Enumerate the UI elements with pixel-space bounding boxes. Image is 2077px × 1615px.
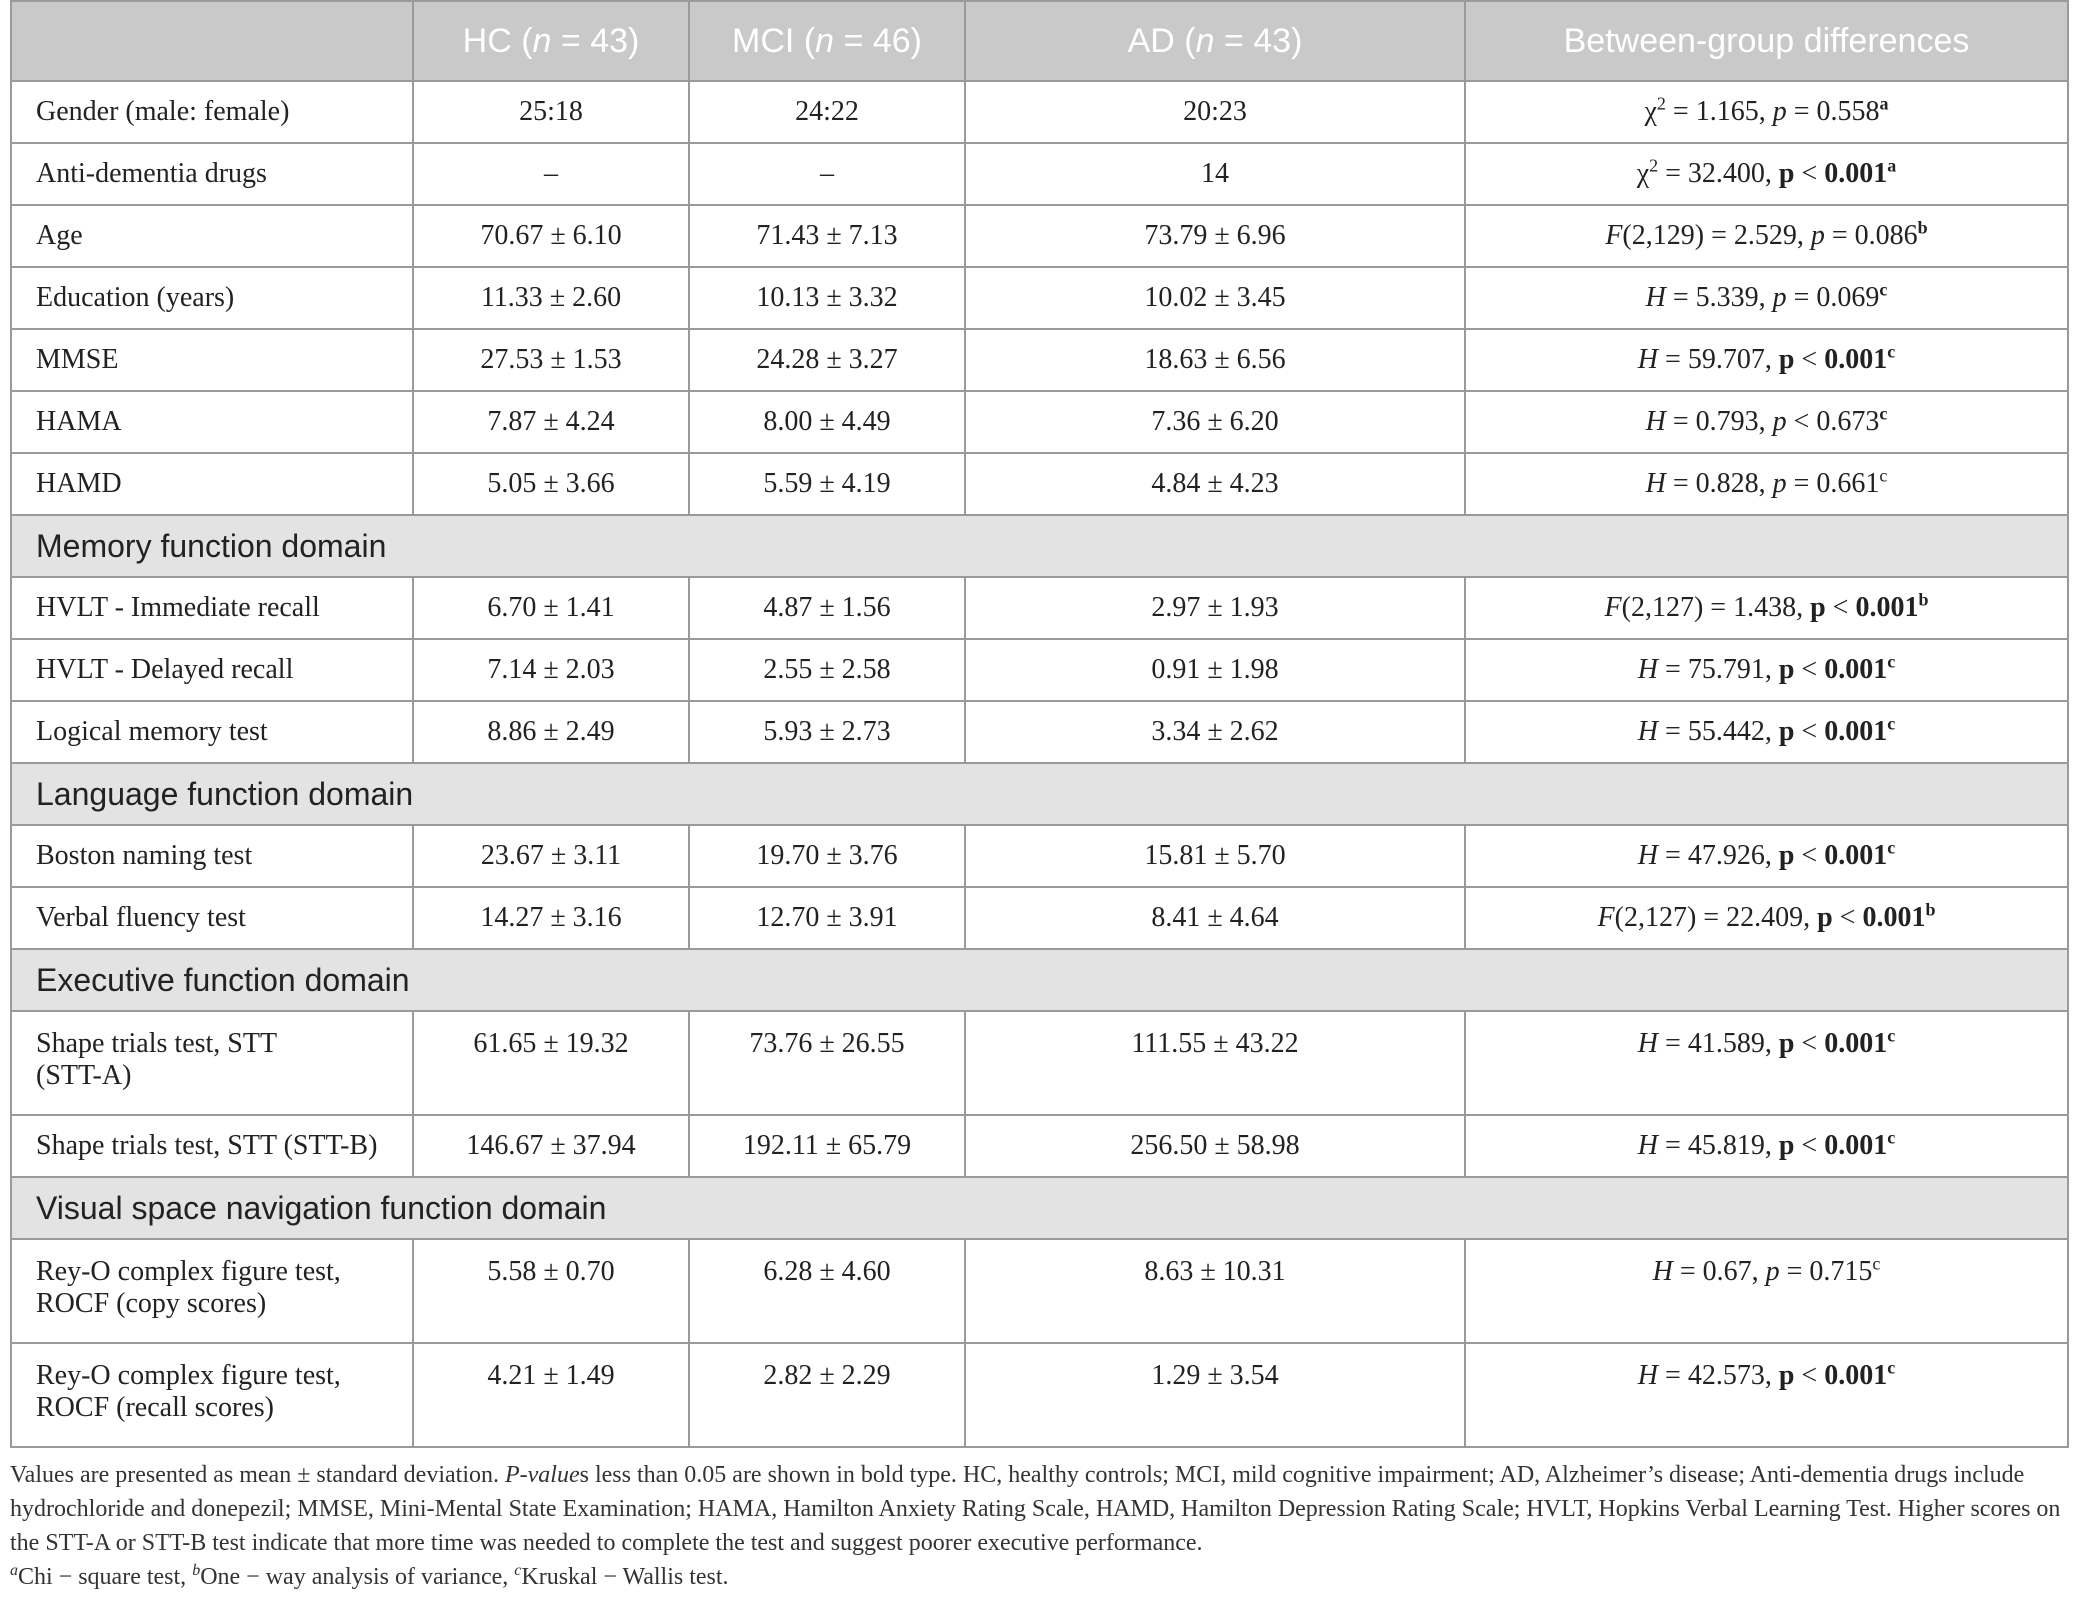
cell-stat: $\chi^2 = 1.165$, p = 0.558$^a$ [1465, 81, 2068, 143]
table-footnote [10, 1458, 2067, 1594]
cell-stat: H = 0.828, p = 0.661$^c$ [1465, 453, 2068, 515]
cell-mci: 192.11 ± 65.79 [689, 1115, 965, 1177]
cell-hc: 25:18 [413, 81, 689, 143]
row-label: Age [11, 205, 413, 267]
table-row [11, 1239, 2068, 1343]
footnote-text: Values are presented as mean ± standard deviation. P-values less than 0.05 are shown in bold type. HC, healthy controls; MCI, mild cognitive impairment; AD, Alzheimer’s disease; Anti-dementia drugs include hydrochloride and donepezil; MMSE, Mini-Mental State Examination; HAMA, Hamilton Anxiety Rating Scale, HAMD, Hamilton Depression Rating Scale; HVLT, Hopkins Verbal Learning Test. Higher scores on the STT-A or STT-B test indicate that more time was needed to complete the test and suggest poorer executive performance. [10, 1462, 2061, 1556]
cell-hc: 8.86 ± 2.49 [413, 701, 689, 763]
header-ad: AD (n = 43) [965, 1, 1465, 81]
header-between-group: Between-group differences [1465, 1, 2068, 81]
cell-mci: – [689, 143, 965, 205]
cell-mci: 19.70 ± 3.76 [689, 825, 965, 887]
cell-ad: 18.63 ± 6.56 [965, 329, 1465, 391]
cell-hc: 7.14 ± 2.03 [413, 639, 689, 701]
cell-hc: 5.05 ± 3.66 [413, 453, 689, 515]
cell-ad: 2.97 ± 1.93 [965, 577, 1465, 639]
row-label: Verbal fluency test [11, 887, 413, 949]
table-row [11, 81, 2068, 143]
table-row [11, 887, 2068, 949]
cell-hc: 11.33 ± 2.60 [413, 267, 689, 329]
cell-stat: F(2,127) = 22.409, p < 0.001$^b$ [1465, 887, 2068, 949]
cell-hc: 27.53 ± 1.53 [413, 329, 689, 391]
cell-ad: 14 [965, 143, 1465, 205]
cell-mci: 5.59 ± 4.19 [689, 453, 965, 515]
table-row [11, 577, 2068, 639]
cell-ad: 3.34 ± 2.62 [965, 701, 1465, 763]
cell-hc: 4.21 ± 1.49 [413, 1343, 689, 1447]
row-label: MMSE [11, 329, 413, 391]
cell-hc: – [413, 143, 689, 205]
cell-ad: 1.29 ± 3.54 [965, 1343, 1465, 1447]
cell-mci: 12.70 ± 3.91 [689, 887, 965, 949]
row-label: Shape trials test, STT (STT-B) [11, 1115, 413, 1177]
cell-stat: $\chi^2 = 32.400$, p < 0.001$^a$ [1465, 143, 2068, 205]
row-label: Shape trials test, STT (STT-A) [11, 1011, 413, 1115]
cell-ad: 111.55 ± 43.22 [965, 1011, 1465, 1115]
cell-mci: 6.28 ± 4.60 [689, 1239, 965, 1343]
cell-hc: 7.87 ± 4.24 [413, 391, 689, 453]
table-row [11, 701, 2068, 763]
row-label: Rey-O complex figure test, ROCF (copy scores) [11, 1239, 413, 1343]
table-row [11, 143, 2068, 205]
cell-stat: H = 41.589, p < 0.001$^c$ [1465, 1011, 2068, 1115]
cell-ad: 256.50 ± 58.98 [965, 1115, 1465, 1177]
row-label: HVLT - Immediate recall [11, 577, 413, 639]
table-row [11, 1115, 2068, 1177]
section-row [11, 515, 2068, 577]
cell-ad: 73.79 ± 6.96 [965, 205, 1465, 267]
table-row [11, 1343, 2068, 1447]
cell-mci: 2.82 ± 2.29 [689, 1343, 965, 1447]
section-visual: Visual space navigation function domain [11, 1177, 2068, 1239]
cell-stat: F(2,129) = 2.529, p = 0.086$^b$ [1465, 205, 2068, 267]
cell-mci: 24:22 [689, 81, 965, 143]
header-empty [11, 1, 413, 81]
row-label: Rey-O complex figure test, ROCF (recall scores) [11, 1343, 413, 1447]
table-row [11, 391, 2068, 453]
cell-stat: H = 45.819, p < 0.001$^c$ [1465, 1115, 2068, 1177]
cell-hc: 23.67 ± 3.11 [413, 825, 689, 887]
cell-ad: 8.41 ± 4.64 [965, 887, 1465, 949]
cell-mci: 5.93 ± 2.73 [689, 701, 965, 763]
cell-stat: F(2,127) = 1.438, p < 0.001$^b$ [1465, 577, 2068, 639]
cell-mci: 10.13 ± 3.32 [689, 267, 965, 329]
row-label: Gender (male: female) [11, 81, 413, 143]
cell-stat: H = 47.926, p < 0.001$^c$ [1465, 825, 2068, 887]
cell-hc: 70.67 ± 6.10 [413, 205, 689, 267]
cell-mci: 2.55 ± 2.58 [689, 639, 965, 701]
cell-hc: 61.65 ± 19.32 [413, 1011, 689, 1115]
cell-mci: 73.76 ± 26.55 [689, 1011, 965, 1115]
cell-hc: 5.58 ± 0.70 [413, 1239, 689, 1343]
cell-mci: 24.28 ± 3.27 [689, 329, 965, 391]
row-label: Education (years) [11, 267, 413, 329]
cell-hc: 14.27 ± 3.16 [413, 887, 689, 949]
table-row [11, 825, 2068, 887]
cell-ad: 8.63 ± 10.31 [965, 1239, 1465, 1343]
section-row [11, 949, 2068, 1011]
cell-stat: H = 0.67, p = 0.715$^c$ [1465, 1239, 2068, 1343]
table-row [11, 453, 2068, 515]
row-label: Boston naming test [11, 825, 413, 887]
cell-stat: H = 42.573, p < 0.001$^c$ [1465, 1343, 2068, 1447]
cell-hc: 6.70 ± 1.41 [413, 577, 689, 639]
table-row [11, 205, 2068, 267]
header-mci: MCI (n = 46) [689, 1, 965, 81]
header-hc: HC (n = 43) [413, 1, 689, 81]
section-executive: Executive function domain [11, 949, 2068, 1011]
cell-stat: H = 0.793, p < 0.673$^c$ [1465, 391, 2068, 453]
cell-stat: H = 55.442, p < 0.001$^c$ [1465, 701, 2068, 763]
row-label: Anti-dementia drugs [11, 143, 413, 205]
row-label: HAMD [11, 453, 413, 515]
cell-ad: 4.84 ± 4.23 [965, 453, 1465, 515]
cell-ad: 15.81 ± 5.70 [965, 825, 1465, 887]
cell-stat: H = 75.791, p < 0.001$^c$ [1465, 639, 2068, 701]
header-row [11, 1, 2068, 81]
row-label: Logical memory test [11, 701, 413, 763]
table-container [10, 0, 2067, 1448]
footnote-tests: $^a$Chi − square test, $^b$One − way analysis of variance, $^c$Kruskal − Wallis test. [10, 1562, 729, 1590]
cell-hc: 146.67 ± 37.94 [413, 1115, 689, 1177]
section-memory: Memory function domain [11, 515, 2068, 577]
cell-ad: 10.02 ± 3.45 [965, 267, 1465, 329]
section-language: Language function domain [11, 763, 2068, 825]
cell-stat: H = 59.707, p < 0.001$^c$ [1465, 329, 2068, 391]
cell-ad: 7.36 ± 6.20 [965, 391, 1465, 453]
row-label: HVLT - Delayed recall [11, 639, 413, 701]
table-row [11, 639, 2068, 701]
cell-ad: 0.91 ± 1.98 [965, 639, 1465, 701]
cell-mci: 71.43 ± 7.13 [689, 205, 965, 267]
row-label: HAMA [11, 391, 413, 453]
table-row [11, 267, 2068, 329]
cell-mci: 4.87 ± 1.56 [689, 577, 965, 639]
demographics-table [10, 0, 2069, 1448]
section-row [11, 763, 2068, 825]
table-row [11, 1011, 2068, 1115]
cell-mci: 8.00 ± 4.49 [689, 391, 965, 453]
cell-ad: 20:23 [965, 81, 1465, 143]
section-row [11, 1177, 2068, 1239]
cell-stat: H = 5.339, p = 0.069$^c$ [1465, 267, 2068, 329]
table-row [11, 329, 2068, 391]
